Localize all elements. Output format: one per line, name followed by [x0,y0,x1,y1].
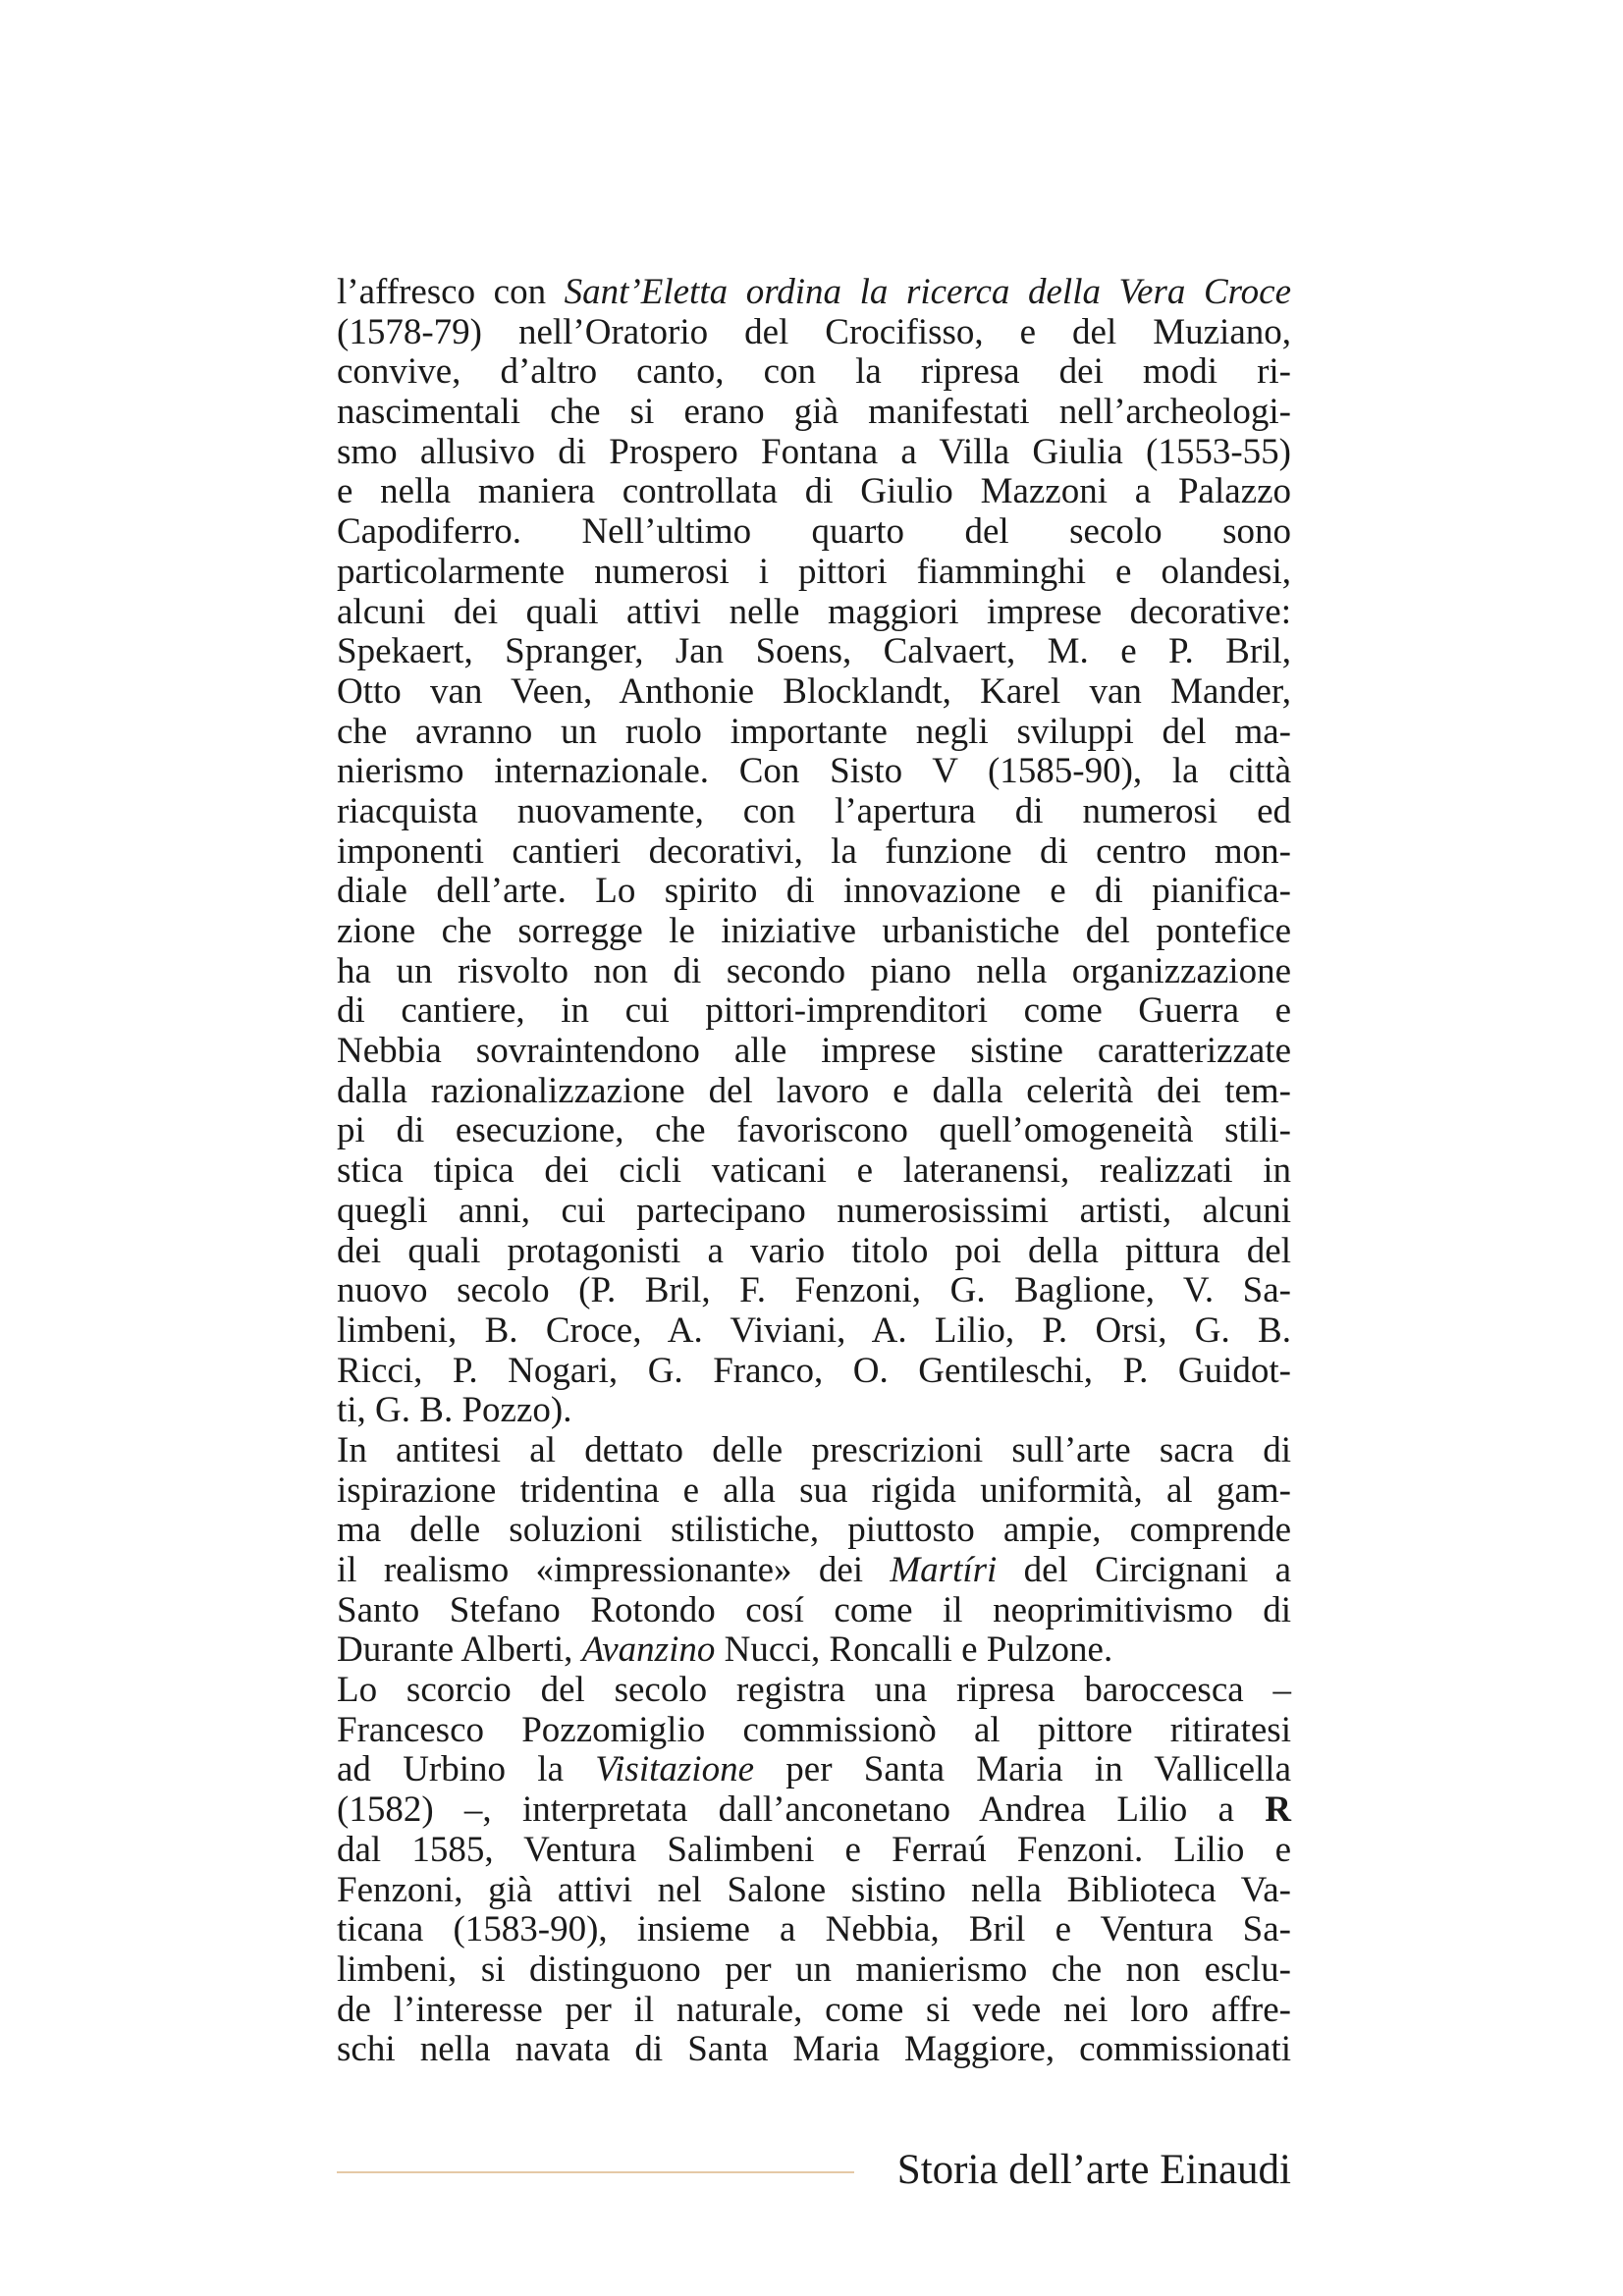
text-line: Lo scorcio del secolo registra una ripresa baroccesca – [337,1670,1291,1711]
text-line: Fenzoni, già attivi nel Salone sistino nella Biblioteca Va- [337,1869,1291,1910]
artwork-title: Visitazione [595,1749,754,1790]
text-line: ha un risvolto non di secondo piano nella organizzazione [337,950,1291,991]
text-line: ad Urbino la Visitazione per Santa Maria in Vallicella [337,1749,1292,1790]
text-line: nierismo internazionale. Con Sisto V (1585-90), la città [337,751,1291,792]
text-line: Capodiferro. Nell’ultimo quarto del secolo sono [337,511,1291,553]
text-line: alcuni dei quali attivi nelle maggiori imprese decorative: [337,591,1291,632]
text-line: dal 1585, Ventura Salimbeni e Ferraú Fenzoni. Lilio e [337,1829,1291,1870]
text-line: Francesco Pozzomiglio commissionò al pittore ritiratesi [337,1709,1291,1750]
text-line: di cantiere, in cui pittori-imprenditori come Guerra e [337,990,1291,1032]
text-line: particolarmente numerosi i pittori fiamminghi e olandesi, [337,551,1291,592]
text-line: (1578-79) nell’Oratorio del Crocifisso, e del Muziano, [337,311,1291,352]
text-line: ti, G. B. Pozzo). [337,1390,572,1431]
text-line: In antitesi al dettato delle prescrizioni sull’arte sacra di [337,1429,1291,1470]
text-line: e nella maniera controllata di Giulio Mazzoni a Palazzo [337,471,1291,512]
text-line: nascimentali che si erano già manifestati nell’archeologi- [337,392,1291,433]
text-line: riacquista nuovamente, con l’apertura di numerosi ed [337,790,1291,831]
text-line: Otto van Veen, Anthonie Blocklandt, Karel van Mander, [337,670,1291,712]
text-line: imponenti cantieri decorativi, la funzione di centro mon- [337,830,1291,872]
artist-nickname: Avanzino [581,1629,716,1671]
text-line: ma delle soluzioni stilistiche, piuttosto ampie, comprende [337,1510,1291,1551]
text-line: limbeni, si distinguono per un manierismo che non esclu- [337,1949,1291,1990]
text-line: l’affresco con Sant’Eletta ordina la ricerca della Vera Croce [337,272,1291,312]
text-line: convive, d’altro canto, con la ripresa dei modi ri- [337,351,1291,393]
cross-reference-link[interactable]: R [1265,1789,1291,1831]
text-line: schi nella navata di Santa Maria Maggiore, commissionati [337,2029,1291,2070]
text-line: che avranno un ruolo importante negli sviluppi del ma- [337,711,1291,752]
text-line: Nebbia sovraintendono alle imprese sistine caratterizzate [337,1031,1291,1072]
text-line: Spekaert, Spranger, Jan Soens, Calvaert, M. e P. Bril, [337,631,1291,672]
text-line: stica tipica dei cicli vaticani e lateranensi, realizzati in [337,1150,1291,1192]
text-line: Durante Alberti, Avanzino Nucci, Roncalli e Pulzone. [337,1629,1113,1671]
text-line: (1582) –, interpretata dall’anconetano Andrea Lilio a R [337,1789,1291,1831]
text-line: il realismo «impressionante» dei Martíri del Circignani a [337,1550,1291,1590]
text-line: Ricci, P. Nogari, G. Franco, O. Gentileschi, P. Guidot- [337,1350,1291,1391]
footer-divider [337,2171,854,2173]
body-text [337,273,1291,2070]
text-line: dalla razionalizzazione del lavoro e dalla celerità dei tem- [337,1070,1291,1111]
text-line: zione che sorregge le iniziative urbanistiche del pontefice [337,911,1291,951]
text-line: smo allusivo di Prospero Fontana a Villa Giulia (1553-55) [337,431,1291,472]
text-line: dei quali protagonisti a vario titolo poi della pittura del [337,1230,1291,1271]
text-line: nuovo secolo (P. Bril, F. Fenzoni, G. Baglione, V. Sa- [337,1270,1291,1311]
text-line: diale dell’arte. Lo spirito di innovazione e di pianifica- [337,871,1291,912]
text-line: de l’interesse per il naturale, come si vede nei loro affre- [337,1989,1291,2030]
text-line: ispirazione tridentina e alla sua rigida uniformità, al gam- [337,1469,1291,1511]
text-line: quegli anni, cui partecipano numerosissimi artisti, alcuni [337,1190,1291,1231]
text-line: limbeni, B. Croce, A. Viviani, A. Lilio, P. Orsi, G. B. [337,1309,1291,1351]
text-line: Santo Stefano Rotondo cosí come il neoprimitivismo di [337,1589,1291,1630]
text-line: pi di esecuzione, che favoriscono quell’omogeneità stili- [337,1110,1291,1151]
artwork-title: Sant’Eletta ordina la ricerca della Vera Croce [564,272,1291,312]
footer-title: Storia dell’arte Einaudi [896,2147,1291,2193]
artwork-title: Martíri [890,1550,998,1590]
text-line: ticana (1583-90), insieme a Nebbia, Bril e Ventura Sa- [337,1909,1291,1950]
